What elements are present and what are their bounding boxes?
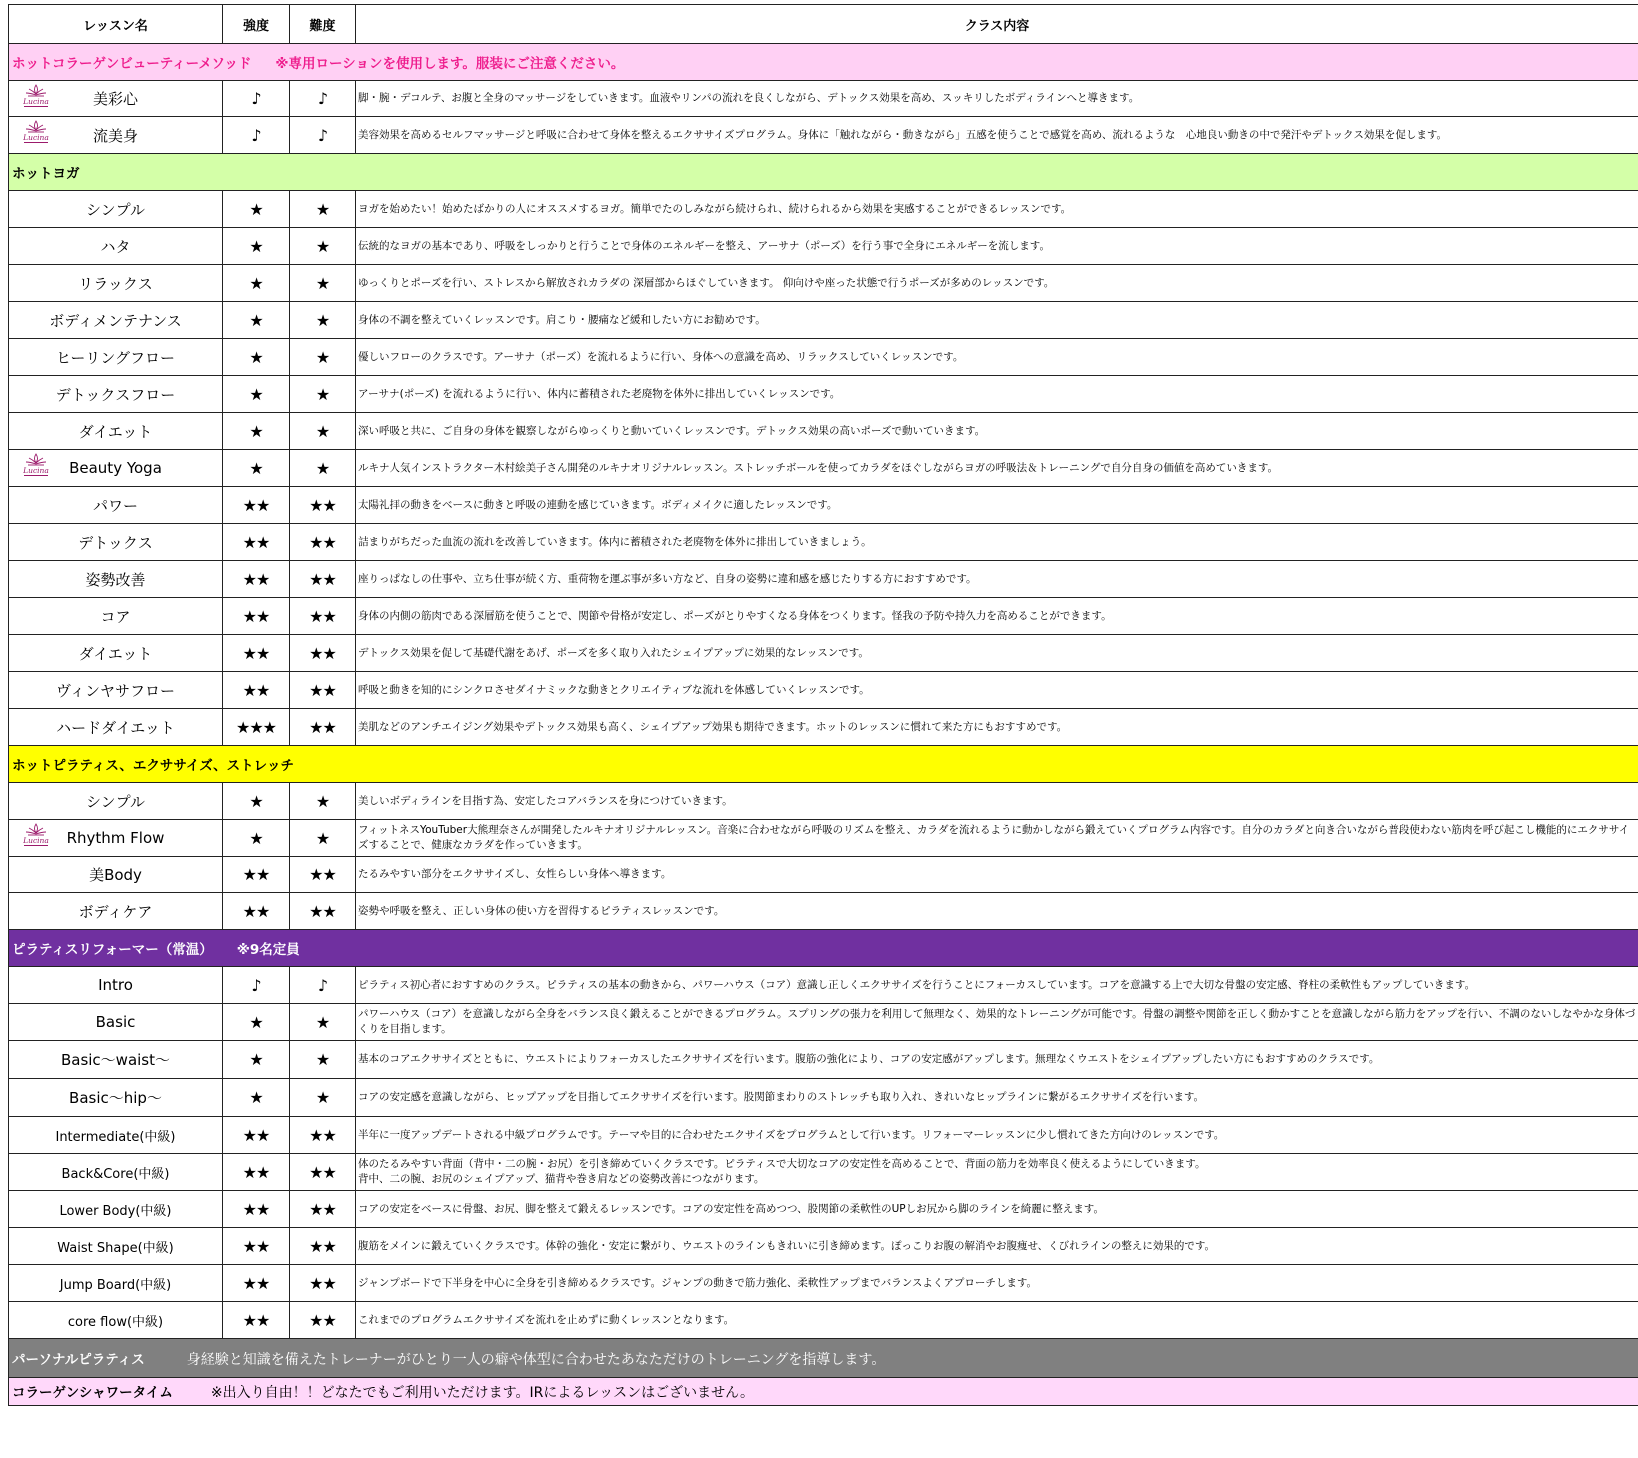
lesson-name: ボディメンテナンス xyxy=(49,311,182,330)
lesson-description xyxy=(356,857,1638,893)
lesson-row xyxy=(9,450,1638,487)
lesson-name: 美彩心 xyxy=(92,90,138,108)
lesson-name-cell xyxy=(9,1004,223,1041)
difficulty-rating: ★ xyxy=(290,413,356,450)
description-line: ルキナ人気インストラクター木村絵美子さん開発のルキナオリジナルレッスン。ストレッチボールを使ってカラダをほぐしながらヨガの呼吸法＆トレーニングで自分自身の価値を高めていきます。 xyxy=(358,461,1279,474)
lesson-name: リラックス xyxy=(78,274,153,293)
description-line: 優しいフローのクラスです。アーサナ（ポーズ）を流れるように行い、身体への意識を高め、リラックスしていくレッスンです。 xyxy=(358,350,964,363)
lesson-name-cell xyxy=(9,598,223,635)
difficulty-rating: ★★ xyxy=(290,487,356,524)
lesson-name: ボディケア xyxy=(78,902,153,921)
header-intensity: 強度 xyxy=(223,5,290,44)
intensity-rating: ★★ xyxy=(223,1191,290,1228)
intensity-rating: ★ xyxy=(223,450,290,487)
lesson-row xyxy=(9,672,1638,709)
description-line: ゆっくりとポーズを行い、ストレスから解放されカラダの 深層部からほぐしていきます。 仰向けや座った状態で行うポーズが多めのレッスンです。 xyxy=(358,276,1055,289)
difficulty-rating: ★★ xyxy=(290,598,356,635)
lesson-name-cell xyxy=(9,228,223,265)
intensity-rating: ★ xyxy=(223,1041,290,1079)
logo-underline xyxy=(24,106,48,107)
description-line: これまでのプログラムエクササイズを流れを止めずに動くレッスンとなります。 xyxy=(358,1313,735,1326)
logo-underline xyxy=(24,845,48,846)
section-header xyxy=(9,154,1638,191)
lesson-name: Beauty Yoga xyxy=(69,459,162,477)
lesson-row xyxy=(9,1004,1638,1041)
lesson-description xyxy=(356,302,1638,339)
difficulty-rating: ★ xyxy=(290,820,356,857)
lesson-name: ハードダイエット xyxy=(56,718,175,737)
description-line: 身体の不調を整えていくレッスンです。肩こり・腰痛など緩和したい方にお勧めです。 xyxy=(358,313,766,326)
difficulty-rating: ♪ xyxy=(290,967,356,1004)
lesson-name-cell xyxy=(9,191,223,228)
difficulty-rating: ★ xyxy=(290,376,356,413)
header-difficulty: 難度 xyxy=(290,5,356,44)
lesson-row xyxy=(9,857,1638,893)
lesson-description xyxy=(356,81,1638,117)
description-line: 脚・腕・デコルテ、お腹と全身のマッサージをしていきます。血液やリンパの流れを良くしながら、デトックス効果を高め、スッキリしたボディラインへと導きます。 xyxy=(358,92,1140,104)
lesson-name: ダイエット xyxy=(78,644,153,663)
lesson-name-cell xyxy=(9,265,223,302)
lesson-row xyxy=(9,561,1638,598)
section-header xyxy=(9,1378,1638,1406)
lucina-logo-icon xyxy=(21,823,51,853)
intensity-rating: ★ xyxy=(223,1004,290,1041)
header-lesson-name: レッスン名 xyxy=(9,5,223,44)
lesson-name: シンプル xyxy=(85,792,146,811)
lesson-row xyxy=(9,967,1638,1004)
lesson-name: ヒーリングフロー xyxy=(55,348,176,367)
lesson-name-cell xyxy=(9,524,223,561)
difficulty-rating: ★★ xyxy=(290,709,356,746)
lesson-name-cell xyxy=(9,339,223,376)
intensity-rating: ★ xyxy=(223,191,290,228)
difficulty-rating: ★ xyxy=(290,265,356,302)
difficulty-rating: ★★ xyxy=(290,1265,356,1302)
lesson-name-cell xyxy=(9,1041,223,1079)
lesson-row xyxy=(9,1302,1638,1339)
difficulty-rating: ★★ xyxy=(290,635,356,672)
logo-underline xyxy=(24,142,48,143)
lesson-name-cell xyxy=(9,1228,223,1265)
section-title: ホットヨガ xyxy=(12,166,80,182)
intensity-rating: ♪ xyxy=(223,117,290,154)
lesson-name: core flow(中級) xyxy=(67,1314,164,1330)
lesson-name: ハタ xyxy=(100,237,131,256)
section-row xyxy=(9,44,1638,81)
difficulty-rating: ★★ xyxy=(290,857,356,893)
lesson-name-cell xyxy=(9,857,223,893)
intensity-rating: ★★ xyxy=(223,1117,290,1154)
lesson-description xyxy=(356,1117,1638,1154)
lucina-logo-text: Lucina xyxy=(23,96,49,106)
lesson-description xyxy=(356,967,1638,1004)
section-title: ホットピラティス、エクササイズ、ストレッチ xyxy=(12,758,295,774)
description-line: 伝統的なヨガの基本であり、呼吸をしっかりと行うことで身体のエネルギーを整え、アーサナ（ポーズ）を行う事で全身にエネルギーを流します。 xyxy=(358,239,1050,252)
description-line: 体のたるみやすい背面（背中・二の腕・お尻）を引き締めていくクラスです。ピラティスで大切なコアの安定性を高めることで、背面の筋力を効率良く使えるようにしていきます。 xyxy=(358,1158,1206,1170)
lesson-name: 美Body xyxy=(89,866,142,884)
intensity-rating: ★★ xyxy=(223,1154,290,1191)
lesson-row xyxy=(9,228,1638,265)
lesson-description xyxy=(356,450,1638,487)
lesson-description xyxy=(356,561,1638,598)
difficulty-rating: ★★ xyxy=(290,1154,356,1191)
section-text: ※出入り自由！！どなたでもご利用いただけます。IRによるレッスンはございません。 xyxy=(210,1385,755,1401)
section-title: ピラティスリフォーマー（常温） xyxy=(12,942,213,958)
lesson-name-cell xyxy=(9,1191,223,1228)
description-line: 呼吸と動きを知的にシンクロさせダイナミックな動きとクリエイティブな流れを体感していくレッスンです。 xyxy=(358,683,870,696)
lesson-row xyxy=(9,783,1638,820)
lesson-name-cell xyxy=(9,376,223,413)
lesson-name: シンプル xyxy=(85,200,146,219)
lesson-name: Lower Body(中級) xyxy=(59,1203,172,1219)
lesson-description xyxy=(356,1191,1638,1228)
lesson-row xyxy=(9,709,1638,746)
lesson-name: パワー xyxy=(92,496,138,515)
lesson-row xyxy=(9,893,1638,930)
lesson-row xyxy=(9,81,1638,117)
description-line: コアの安定感を意識しながら、ヒップアップを目指してエクササイズを行います。股関節まわりのストレッチも取り入れ、きれいなヒップラインに繋がるエクササイズを行います。 xyxy=(358,1091,1204,1103)
lesson-name-cell xyxy=(9,635,223,672)
lesson-description xyxy=(356,339,1638,376)
description-line: パワーハウス（コア）を意識しながら全身をバランス良く鍛えることができるプログラム。スプリングの張力を利用して無理なく、効果的なトレーニングが可能です。骨盤の調整や関節を正しく動かすことを意識しながら筋力をアップを行い、不調のないしなやかな身体づくりを目指します。 xyxy=(358,1008,1636,1035)
lesson-name: ダイエット xyxy=(78,422,153,441)
lesson-name-cell xyxy=(9,561,223,598)
difficulty-rating: ★★ xyxy=(290,561,356,598)
difficulty-rating: ★★ xyxy=(290,1191,356,1228)
section-row xyxy=(9,154,1638,191)
lesson-name: Intro xyxy=(98,976,133,994)
section-header xyxy=(9,1339,1638,1378)
header-class-content: クラス内容 xyxy=(356,5,1638,44)
lucina-logo-text: Lucina xyxy=(23,466,49,475)
description-line: ピラティス初心者におすすめのクラス。ピラティスの基本の動きから、パワーハウス（コア）意識し正しくエクササイズを行うことにフォーカスしています。コアを意識する上で大切な骨盤の安定感、脊柱の柔軟性もアップしていきます。 xyxy=(358,978,1476,991)
description-line: 美しいボディラインを目指す為、安定したコアバランスを身につけていきます。 xyxy=(358,794,733,807)
lesson-name-cell xyxy=(9,450,223,487)
lesson-name-cell xyxy=(9,1079,223,1117)
description-line: 座りっぱなしの仕事や、立ち仕事が続く方、重荷物を運ぶ事が多い方など、自身の姿勢に違和感を感じたりする方におすすめです。 xyxy=(358,572,977,585)
intensity-rating: ★ xyxy=(223,265,290,302)
lesson-description xyxy=(356,672,1638,709)
lesson-description xyxy=(356,1079,1638,1117)
difficulty-rating: ★ xyxy=(290,783,356,820)
difficulty-rating: ★ xyxy=(290,191,356,228)
description-line: 深い呼吸と共に、ご自身の身体を観察しながらゆっくりと動いていくレッスンです。デトックス効果の高いポーズで動いていきます。 xyxy=(358,424,986,437)
lesson-row xyxy=(9,1228,1638,1265)
section-row xyxy=(9,1378,1638,1406)
intensity-rating: ★★★ xyxy=(223,709,290,746)
lesson-name-cell xyxy=(9,967,223,1004)
description-line: 姿勢や呼吸を整え、正しい身体の使い方を習得するピラティスレッスンです。 xyxy=(358,904,725,917)
intensity-rating: ★ xyxy=(223,1079,290,1117)
lesson-name: 姿勢改善 xyxy=(85,570,146,589)
difficulty-rating: ★ xyxy=(290,228,356,265)
lesson-description xyxy=(356,265,1638,302)
description-line: 半年に一度アップデートされる中級プログラムです。テーマや目的に合わせたエクサイズをプログラムとして行います。リフォーマーレッスンに少し慣れてきた方向けのレッスンです。 xyxy=(358,1128,1225,1141)
lesson-name: デトックス xyxy=(78,533,153,552)
lesson-name-cell xyxy=(9,893,223,930)
intensity-rating: ★ xyxy=(223,376,290,413)
difficulty-rating: ★★ xyxy=(290,672,356,709)
lucina-logo-icon xyxy=(21,120,51,150)
lesson-description xyxy=(356,191,1638,228)
intensity-rating: ★ xyxy=(223,783,290,820)
lesson-name: Rhythm Flow xyxy=(66,829,165,847)
lesson-name: Basic～waist～ xyxy=(60,1051,171,1069)
description-line: デトックス効果を促して基礎代謝をあげ、ポーズを多く取り入れたシェイプアップに効果的なレッスンです。 xyxy=(358,646,869,659)
description-line-2: 背中、二の腕、お尻のシェイプアップ、猫背や巻き肩などの姿勢改善につながります。 xyxy=(358,1173,765,1185)
lesson-row xyxy=(9,820,1638,857)
intensity-rating: ★ xyxy=(223,339,290,376)
lesson-name-cell xyxy=(9,783,223,820)
lesson-name: Intermediate(中級) xyxy=(55,1129,176,1145)
intensity-rating: ★ xyxy=(223,413,290,450)
lesson-description xyxy=(356,117,1638,154)
intensity-rating: ★ xyxy=(223,228,290,265)
intensity-rating: ★★ xyxy=(223,1228,290,1265)
description-line: 身体の内側の筋肉である深層筋を使うことで、関節や骨格が安定し、ポーズがとりやすくなる身体をつくります。怪我の予防や持久力を高めることができます。 xyxy=(358,609,1112,622)
section-title: コラーゲンシャワータイム xyxy=(12,1385,173,1401)
section-header xyxy=(9,746,1638,783)
lesson-row xyxy=(9,191,1638,228)
section-title: パーソナルピラティス xyxy=(12,1351,145,1368)
lesson-row xyxy=(9,524,1638,561)
lucina-logo-text: Lucina xyxy=(23,836,49,845)
lesson-name: Basic xyxy=(95,1013,136,1031)
lesson-name: Back&Core(中級) xyxy=(61,1166,170,1182)
lesson-name: コア xyxy=(100,607,131,626)
description-line: ジャンプボードで下半身を中心に全身を引き締めるクラスです。ジャンプの動きで筋力強化、柔軟性アップまでバランスよくアプローチします。 xyxy=(358,1276,1038,1289)
lesson-description xyxy=(356,820,1638,857)
lesson-name-cell xyxy=(9,117,223,154)
section-row xyxy=(9,746,1638,783)
lucina-logo-text: Lucina xyxy=(23,133,49,142)
description-line: ヨガを始めたい！始めたばかりの人にオススメするヨガ。簡単でたのしみながら続けられ、続けられるから効果を実感することができるレッスンです。 xyxy=(358,202,1072,215)
intensity-rating: ★★ xyxy=(223,524,290,561)
lesson-name: デトックスフロー xyxy=(55,385,176,404)
section-note: ※専用ローションを使用します。服装にご注意ください。 xyxy=(275,56,625,72)
lesson-description xyxy=(356,709,1638,746)
description-line: 詰まりがちだった血流の流れを改善していきます。体内に蓄積された老廃物を体外に排出していきましょう。 xyxy=(358,535,872,548)
lesson-row xyxy=(9,635,1638,672)
difficulty-rating: ★ xyxy=(290,1079,356,1117)
lesson-description xyxy=(356,1228,1638,1265)
lesson-row xyxy=(9,1191,1638,1228)
section-text: 身経験と知識を備えたトレーナーがひとり一人の癖や体型に合わせたあなただけのトレーニングを指導します。 xyxy=(186,1351,886,1368)
intensity-rating: ★★ xyxy=(223,635,290,672)
lesson-row xyxy=(9,265,1638,302)
lesson-table xyxy=(8,4,1638,1406)
lesson-description xyxy=(356,524,1638,561)
lesson-name-cell xyxy=(9,1302,223,1339)
description-line: 基本のコアエクササイズとともに、ウエストによりフォーカスしたエクササイズを行います。腹筋の強化により、コアの安定感がアップします。無理なくウエストをシェイプアップしたい方にもおすすめのクラスです。 xyxy=(358,1053,1380,1065)
lesson-row xyxy=(9,1154,1638,1191)
lesson-description xyxy=(356,487,1638,524)
lesson-name: ヴィンヤサフロー xyxy=(55,681,176,700)
section-title: ホットコラーゲンビューティーメソッド xyxy=(12,56,252,72)
lesson-row xyxy=(9,339,1638,376)
intensity-rating: ★★ xyxy=(223,561,290,598)
lesson-row xyxy=(9,413,1638,450)
intensity-rating: ★ xyxy=(223,820,290,857)
lesson-name-cell xyxy=(9,820,223,857)
difficulty-rating: ★ xyxy=(290,1004,356,1041)
lesson-name: Jump Board(中級) xyxy=(59,1277,172,1293)
lesson-description xyxy=(356,1265,1638,1302)
intensity-rating: ♪ xyxy=(223,81,290,117)
lesson-row xyxy=(9,1041,1638,1079)
section-row xyxy=(9,930,1638,967)
intensity-rating: ★★ xyxy=(223,1265,290,1302)
lucina-logo-icon xyxy=(21,453,51,483)
lesson-row xyxy=(9,117,1638,154)
section-note: ※9名定員 xyxy=(236,942,300,958)
description-line: たるみやすい部分をエクササイズし、女性らしい身体へ導きます。 xyxy=(358,868,672,880)
lesson-row xyxy=(9,1079,1638,1117)
logo-underline xyxy=(24,475,48,476)
lesson-name: Waist Shape(中級) xyxy=(57,1240,174,1256)
intensity-rating: ★★ xyxy=(223,487,290,524)
description-line: 美容効果を高めるセルフマッサージと呼吸に合わせて身体を整えるエクササイズプログラム。身体に「触れながら・動きながら」五感を使うことで感覚を高め、流れるような 心地良い動きの中で発汗やデトックス効果を促します。 xyxy=(358,128,1448,141)
lesson-name: 流美身 xyxy=(92,126,138,145)
lucina-logo-icon xyxy=(21,84,51,114)
difficulty-rating: ★★ xyxy=(290,1228,356,1265)
lesson-name-cell xyxy=(9,81,223,117)
intensity-rating: ★★ xyxy=(223,672,290,709)
description-line: アーサナ(ポーズ) を流れるように行い、体内に蓄積された老廃物を体外に排出していくレッスンです。 xyxy=(358,387,841,400)
lesson-name-cell xyxy=(9,709,223,746)
intensity-rating: ♪ xyxy=(223,967,290,1004)
lesson-row xyxy=(9,598,1638,635)
lesson-description xyxy=(356,783,1638,820)
lesson-description xyxy=(356,376,1638,413)
difficulty-rating: ★ xyxy=(290,302,356,339)
lesson-description xyxy=(356,893,1638,930)
difficulty-rating: ★★ xyxy=(290,1117,356,1154)
intensity-rating: ★ xyxy=(223,302,290,339)
intensity-rating: ★★ xyxy=(223,1302,290,1339)
lesson-name-cell xyxy=(9,1154,223,1191)
lesson-row xyxy=(9,487,1638,524)
intensity-rating: ★★ xyxy=(223,857,290,893)
description-line: コアの安定をベースに骨盤、お尻、脚を整えて鍛えるレッスンです。コアの安定性を高めつつ、股関節の柔軟性のUPしお尻から脚のラインを綺麗に整えます。 xyxy=(358,1202,1104,1215)
difficulty-rating: ♪ xyxy=(290,81,356,117)
lesson-name-cell xyxy=(9,302,223,339)
lesson-description xyxy=(356,1004,1638,1041)
lesson-description xyxy=(356,413,1638,450)
difficulty-rating: ★ xyxy=(290,1041,356,1079)
difficulty-rating: ★★ xyxy=(290,524,356,561)
section-row xyxy=(9,1339,1638,1378)
difficulty-rating: ♪ xyxy=(290,117,356,154)
lesson-name-cell xyxy=(9,672,223,709)
lesson-row xyxy=(9,1117,1638,1154)
lesson-description xyxy=(356,228,1638,265)
difficulty-rating: ★ xyxy=(290,339,356,376)
intensity-rating: ★★ xyxy=(223,893,290,930)
lesson-description xyxy=(356,1302,1638,1339)
description-line: 太陽礼拝の動きをベースに動きと呼吸の連動を感じていきます。ボディメイクに適したレッスンです。 xyxy=(358,498,838,511)
description-line: フィットネスYouTuber大熊理奈さんが開発したルキナオリジナルレッスン。音楽に合わせながら呼吸のリズムを整え、カラダを流れるように動かしながら鍛えていくプログラム内容です。自分のカラダと向き合いながら普段使わない筋肉を呼び起こし機能的にエクササイズすることで、健康なカラダを作っていきます。 xyxy=(358,824,1630,851)
difficulty-rating: ★ xyxy=(290,450,356,487)
header-row xyxy=(9,5,1638,44)
lesson-description xyxy=(356,598,1638,635)
section-header xyxy=(9,44,1638,81)
lesson-name-cell xyxy=(9,1117,223,1154)
difficulty-rating: ★★ xyxy=(290,1302,356,1339)
lesson-name-cell xyxy=(9,1265,223,1302)
intensity-rating: ★★ xyxy=(223,598,290,635)
difficulty-rating: ★★ xyxy=(290,893,356,930)
lesson-name-cell xyxy=(9,413,223,450)
description-line: 美肌などのアンチエイジング効果やデトックス効果も高く、シェイプアップ効果も期待できます。ホットのレッスンに慣れて来た方にもおすすめです。 xyxy=(358,720,1068,733)
lesson-description xyxy=(356,635,1638,672)
lesson-description xyxy=(356,1154,1638,1191)
lesson-row xyxy=(9,1265,1638,1302)
lesson-name-cell xyxy=(9,487,223,524)
description-line: 腹筋をメインに鍛えていくクラスです。体幹の強化・安定に繋がり、ウエストのラインもきれいに引き締めます。ぽっこりお腹の解消やお腹痩せ、くびれラインの整えに効果的です。 xyxy=(358,1239,1216,1252)
lesson-description xyxy=(356,1041,1638,1079)
lesson-name: Basic～hip～ xyxy=(69,1089,162,1107)
lesson-row xyxy=(9,376,1638,413)
lesson-row xyxy=(9,302,1638,339)
section-header xyxy=(9,930,1638,967)
